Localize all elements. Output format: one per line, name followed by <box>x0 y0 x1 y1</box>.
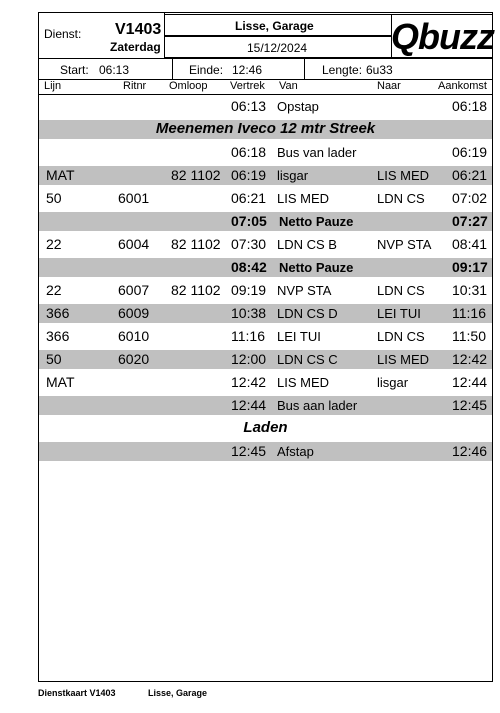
trip-row <box>39 304 492 323</box>
trip-row <box>39 189 492 208</box>
section-title-row <box>39 419 492 438</box>
start-value: 06:13 <box>99 63 130 77</box>
cell-aankomst: 08:41 <box>452 236 488 252</box>
trip-row <box>39 166 492 185</box>
cell-ritnr: 6007 <box>118 282 150 298</box>
cell-naar: LDN CS <box>377 283 425 298</box>
lengte-label: Lengte: <box>322 63 363 77</box>
col-header-naar: Naar <box>377 80 401 92</box>
cell-van: LIS MED <box>277 375 330 390</box>
trip-row <box>39 442 492 461</box>
cell-vertrek: 12:42 <box>231 374 267 390</box>
trip-row <box>39 143 492 162</box>
cell-vertrek: 06:21 <box>231 190 267 206</box>
footer-location: Lisse, Garage <box>148 688 208 698</box>
cell-lijn: 50 <box>46 351 62 367</box>
divider <box>39 58 492 59</box>
trip-row <box>39 97 492 116</box>
pause-row <box>39 258 492 277</box>
cell-van: LEI TUI <box>277 329 321 344</box>
cell-van: NVP STA <box>277 283 332 298</box>
col-header-omloop: Omloop <box>169 80 208 92</box>
section-title: Laden <box>243 419 288 436</box>
cell-vertrek: 07:30 <box>231 236 267 252</box>
divider <box>172 58 173 79</box>
pause-label: Netto Pauze <box>279 260 354 275</box>
cell-ritnr: 6009 <box>118 305 150 321</box>
einde-label: Einde: <box>189 63 224 77</box>
trip-row <box>39 235 492 254</box>
section-title: Meenemen Iveco 12 mtr Streek <box>155 120 376 137</box>
trip-row <box>39 396 492 415</box>
col-header-aankomst: Aankomst <box>438 80 487 92</box>
cell-van: LIS MED <box>277 191 330 206</box>
cell-omloop: 82 1102 <box>171 167 221 183</box>
cell-aankomst: 06:19 <box>452 144 488 160</box>
cell-vertrek: 11:16 <box>231 328 265 344</box>
cell-ritnr: 6001 <box>118 190 150 206</box>
cell-naar: LEI TUI <box>377 306 421 321</box>
cell-aankomst: 12:46 <box>452 443 488 459</box>
cell-aankomst: 12:45 <box>452 397 488 413</box>
trip-row <box>39 281 492 300</box>
duty-date: 15/12/2024 <box>247 41 308 55</box>
col-header-vertrek: Vertrek <box>230 80 265 92</box>
cell-lijn: MAT <box>46 167 75 183</box>
pause-row <box>39 212 492 231</box>
cell-naar: NVP STA <box>377 237 432 252</box>
cell-vertrek: 06:19 <box>231 167 267 183</box>
trip-row <box>39 350 492 369</box>
cell-van: Bus van lader <box>277 145 357 160</box>
cell-van: Bus aan lader <box>277 398 358 413</box>
cell-van: LDN CS D <box>277 306 338 321</box>
cell-aankomst: 11:50 <box>452 328 486 344</box>
pause-end: 07:27 <box>452 213 488 229</box>
cell-naar: LIS MED <box>377 168 430 183</box>
col-header-van: Van <box>279 80 298 92</box>
cell-naar: lisgar <box>377 375 409 390</box>
pause-label: Netto Pauze <box>279 214 354 229</box>
cell-vertrek: 06:13 <box>231 98 267 114</box>
pause-start: 08:42 <box>231 259 267 275</box>
cell-omloop: 82 1102 <box>171 236 221 252</box>
cell-omloop: 82 1102 <box>171 282 221 298</box>
cell-vertrek: 06:18 <box>231 144 267 160</box>
cell-aankomst: 10:31 <box>452 282 488 298</box>
cell-naar: LDN CS <box>377 191 425 206</box>
cell-lijn: 22 <box>46 282 62 298</box>
trip-row <box>39 327 492 346</box>
cell-aankomst: 07:02 <box>452 190 488 206</box>
cell-naar: LIS MED <box>377 352 430 367</box>
duty-header <box>39 13 492 58</box>
col-header-ritnr: Ritnr <box>123 80 147 92</box>
cell-vertrek: 12:00 <box>231 351 267 367</box>
cell-ritnr: 6004 <box>118 236 150 252</box>
dienst-label: Dienst: <box>44 27 82 41</box>
dienst-value: V1403 <box>115 21 162 38</box>
section-title-row <box>39 120 492 139</box>
cell-aankomst: 11:16 <box>452 305 486 321</box>
cell-naar: LDN CS <box>377 329 425 344</box>
cell-vertrek: 09:19 <box>231 282 267 298</box>
cell-lijn: 366 <box>46 305 70 321</box>
cell-vertrek: 12:44 <box>231 397 267 413</box>
cell-ritnr: 6020 <box>118 351 150 367</box>
cell-lijn: 50 <box>46 190 62 206</box>
col-header-lijn: Lijn <box>44 80 62 92</box>
divider <box>39 94 492 95</box>
trip-row <box>39 373 492 392</box>
start-label: Start: <box>60 63 89 77</box>
cell-van: LDN CS C <box>277 352 338 367</box>
lengte-value: 6u33 <box>366 63 393 77</box>
pause-start: 07:05 <box>231 213 267 229</box>
cell-lijn: 366 <box>46 328 70 344</box>
einde-value: 12:46 <box>232 63 263 77</box>
cell-van: Afstap <box>277 444 314 459</box>
cell-vertrek: 12:45 <box>231 443 267 459</box>
cell-van: Opstap <box>277 99 319 114</box>
cell-aankomst: 12:44 <box>452 374 488 390</box>
cell-van: LDN CS B <box>277 237 337 252</box>
footer-dienstkaart: Dienstkaart V1403 <box>38 688 116 698</box>
cell-van: lisgar <box>277 168 309 183</box>
pause-end: 09:17 <box>452 259 488 275</box>
cell-aankomst: 12:42 <box>452 351 488 367</box>
cell-vertrek: 10:38 <box>231 305 267 321</box>
cell-ritnr: 6010 <box>118 328 150 344</box>
duty-card-sheet <box>38 12 493 682</box>
qbuzz-logo: Qbuzz <box>391 16 494 57</box>
day-label: Zaterdag <box>110 40 161 54</box>
cell-lijn: MAT <box>46 374 75 390</box>
cell-lijn: 22 <box>46 236 62 252</box>
cell-aankomst: 06:21 <box>452 167 488 183</box>
divider <box>39 79 492 80</box>
divider <box>304 58 305 79</box>
location-title: Lisse, Garage <box>235 19 314 33</box>
cell-aankomst: 06:18 <box>452 98 488 114</box>
